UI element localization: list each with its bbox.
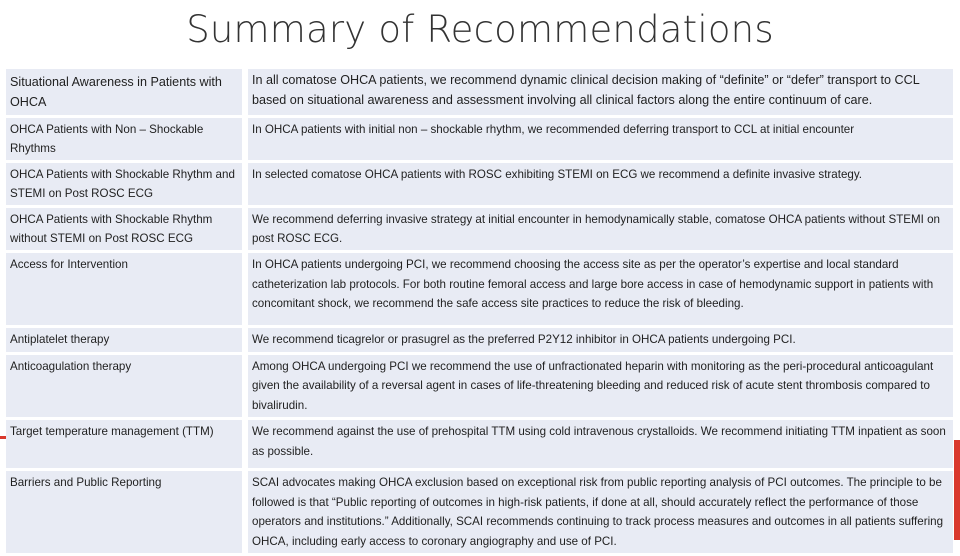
row-label: Access for Intervention [6, 253, 242, 325]
row-label: Barriers and Public Reporting [6, 471, 242, 553]
table-row [6, 118, 953, 160]
row-recommendation: In all comatose OHCA patients, we recommend dynamic clinical decision making of “definite” or “defer” transport to CCL based on situational awareness and assessment involving all clinical factors along the entire continuum of care. [248, 69, 953, 115]
table-row [6, 420, 953, 468]
row-label: Antiplatelet therapy [6, 328, 242, 352]
page-title: Summary of Recommendations [186, 8, 774, 51]
accent-bar-right [954, 440, 960, 540]
table-row [6, 253, 953, 325]
row-label: OHCA Patients with Shockable Rhythm without STEMI on Post ROSC ECG [6, 208, 242, 250]
row-recommendation: Among OHCA undergoing PCI we recommend the use of unfractionated heparin with monitoring as the peri-procedural anticoagulant given the availability of a reversal agent in cases of life-threatening bleeding and reduced risk of acute stent thrombosis compared to bivalirudin. [248, 355, 953, 418]
row-recommendation: In OHCA patients undergoing PCI, we recommend choosing the access site as per the operator’s expertise and local standard catheterization lab protocols. For both routine femoral access and large bore access in case of hemodynamic support in patients with concomitant shock, we recommend the safe access site practices to reduce the risk of bleeding. [248, 253, 953, 325]
table-row [6, 69, 953, 115]
table-row [6, 208, 953, 250]
row-label: OHCA Patients with Non – Shockable Rhythms [6, 118, 242, 160]
row-recommendation: SCAI advocates making OHCA exclusion based on exceptional risk from public reporting analysis of PCI outcomes. The principle to be followed is that “Public reporting of outcomes in high-risk patients, if done at all, should accurately reflect the performance of those operators and institutions.” Additionally, SCAI recommends continuing to track process measures and outcomes in all patients suffering OHCA, including early access to coronary angiography and use of PCI. [248, 471, 953, 553]
row-recommendation: We recommend against the use of prehospital TTM using cold intravenous crystalloids. We recommend initiating TTM inpatient as soon as possible. [248, 420, 953, 468]
row-label: Situational Awareness in Patients with OHCA [6, 69, 242, 115]
row-recommendation: In selected comatose OHCA patients with ROSC exhibiting STEMI on ECG we recommend a definite invasive strategy. [248, 163, 953, 205]
row-label: OHCA Patients with Shockable Rhythm and STEMI on Post ROSC ECG [6, 163, 242, 205]
row-recommendation: In OHCA patients with initial non – shockable rhythm, we recommended deferring transport to CCL at initial encounter [248, 118, 953, 160]
row-label: Target temperature management (TTM) [6, 420, 242, 468]
recommendations-table [6, 66, 953, 556]
table-row [6, 355, 953, 418]
table-row [6, 328, 953, 352]
row-recommendation: We recommend deferring invasive strategy at initial encounter in hemodynamically stable, comatose OHCA patients without STEMI on post ROSC ECG. [248, 208, 953, 250]
table-row [6, 471, 953, 553]
table-row [6, 163, 953, 205]
row-label: Anticoagulation therapy [6, 355, 242, 418]
row-recommendation: We recommend ticagrelor or prasugrel as the preferred P2Y12 inhibitor in OHCA patients undergoing PCI. [248, 328, 953, 352]
